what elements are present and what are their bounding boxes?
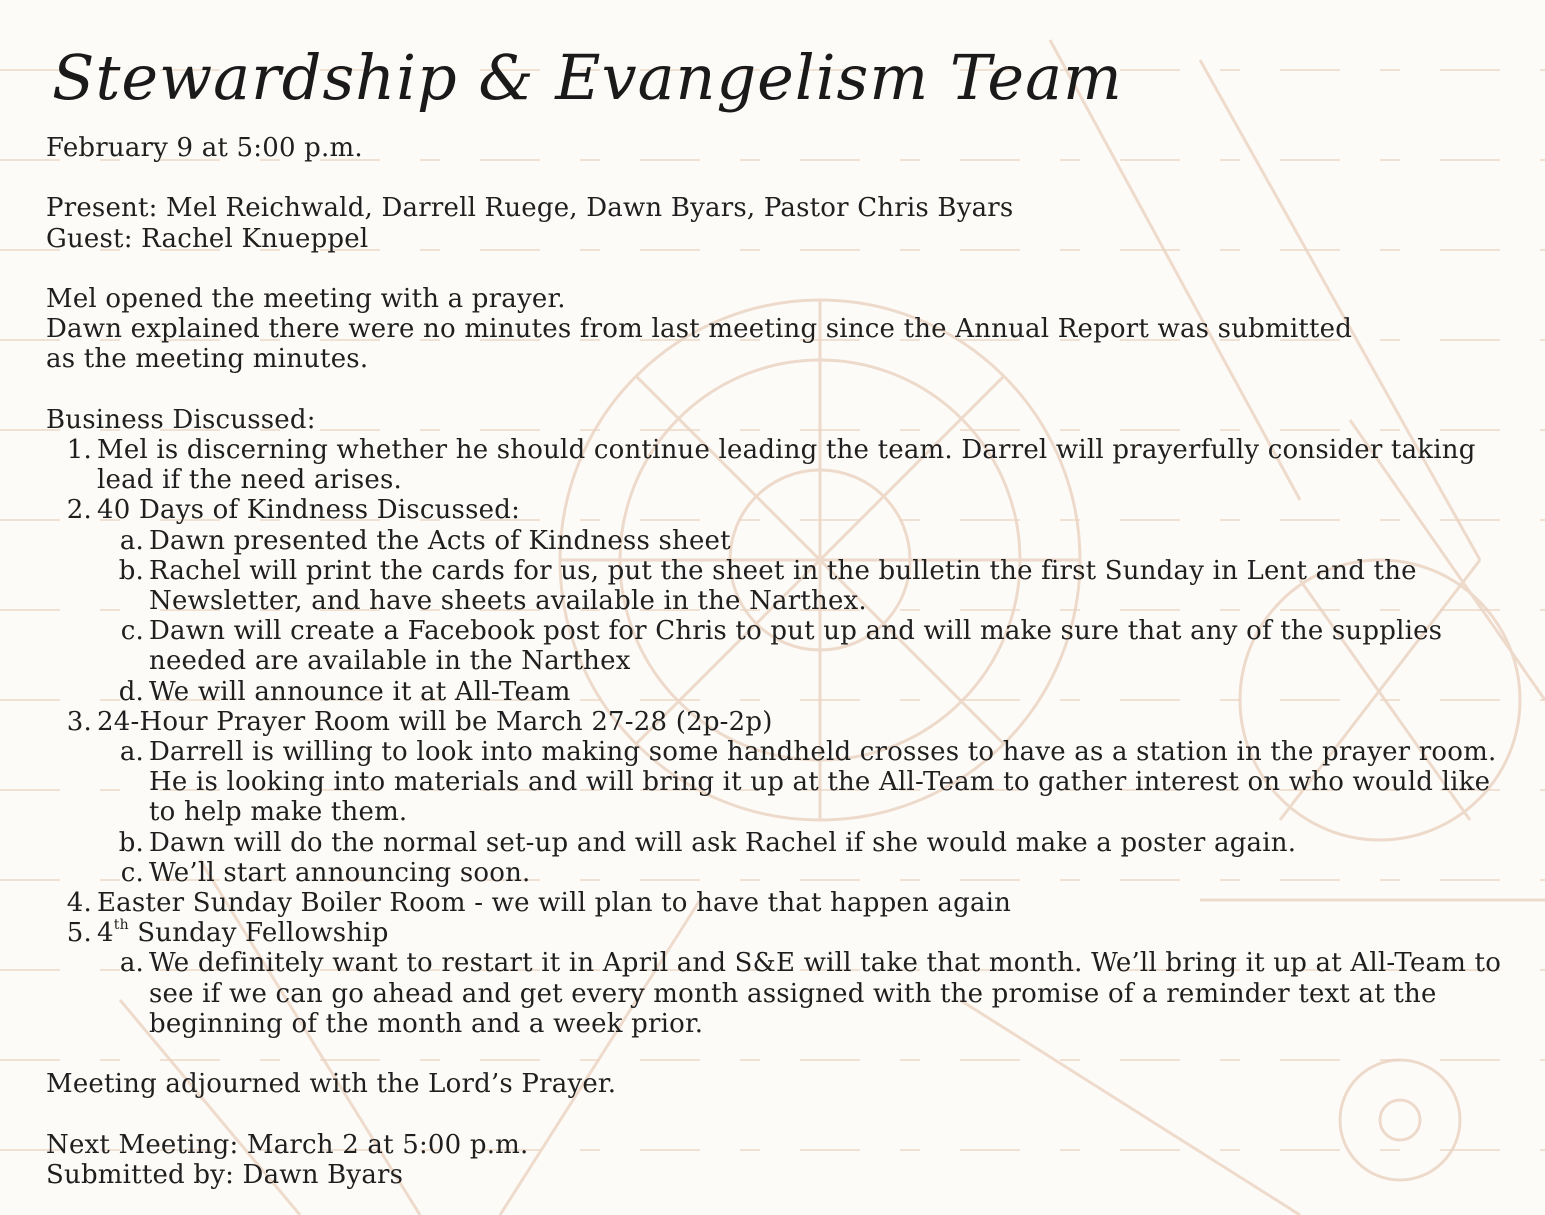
opening-line: Mel opened the meeting with a prayer. bbox=[46, 283, 566, 314]
meeting-datetime: February 9 at 5:00 p.m. bbox=[46, 133, 363, 163]
page-title: Stewardship & Evangelism Team bbox=[52, 41, 1123, 114]
spacer bbox=[46, 1039, 1516, 1069]
spacer bbox=[46, 254, 1516, 284]
sub-list-item bbox=[46, 828, 1516, 858]
list-item bbox=[46, 435, 1516, 495]
business-list bbox=[46, 435, 1516, 1039]
ordinal-number: 4 bbox=[97, 918, 114, 949]
list-item-text: We’ll start announcing soon. bbox=[149, 857, 531, 888]
sub-list-item bbox=[46, 948, 1516, 1039]
business-heading: Business Discussed: bbox=[46, 404, 316, 435]
spacer bbox=[46, 375, 1516, 405]
sub-list-item bbox=[46, 858, 1516, 888]
list-item-text: Dawn will create a Facebook post for Chris to put up and will make sure that any of the supplies needed are available in the Narthex bbox=[149, 616, 1443, 677]
list-item bbox=[46, 707, 1516, 737]
list-item-text: Mel is discerning whether he should continue leading the team. Darrel will prayerfully consider taking lead if the need arises. bbox=[97, 434, 1476, 496]
opening-line: Dawn explained there were no minutes from last meeting since the Annual Report was submitted bbox=[46, 314, 1353, 345]
list-item-text: We definitely want to restart it in April and S&E will take that month. We’ll bring it up at All-Team to see if we can go ahead and get every month assigned with the promise of a reminder text at the beginning of the month and a week prior. bbox=[149, 948, 1502, 1039]
list-item-text: Darrell is willing to look into making some handheld crosses to have as a station in the prayer room. He is looking into materials and will bring it up at the All-Team to gather interest on who would like to help make them. bbox=[149, 737, 1497, 828]
list-item-text-rest: Sunday Fellowship bbox=[128, 918, 389, 949]
list-item-text bbox=[97, 918, 389, 948]
spacer bbox=[46, 163, 1516, 193]
minutes-body bbox=[46, 133, 1516, 1190]
closing-line: Meeting adjourned with the Lord’s Prayer. bbox=[46, 1069, 617, 1100]
list-marker: b. bbox=[118, 555, 144, 586]
list-item-text: We will announce it at All-Team bbox=[149, 676, 571, 707]
list-item-text: 40 Days of Kindness Discussed: bbox=[97, 495, 521, 526]
sub-list-item bbox=[46, 556, 1516, 616]
list-item-text: Dawn will do the normal set-up and will ask Rachel if she would make a poster again. bbox=[149, 827, 1297, 858]
next-meeting: Next Meeting: March 2 at 5:00 p.m. bbox=[46, 1129, 529, 1160]
list-marker: c. bbox=[120, 616, 144, 647]
sub-list-item bbox=[46, 616, 1516, 676]
list-item-text: Rachel will print the cards for us, put the sheet in the bulletin the first Sunday in Lent and the Newsletter, and have sheets available in the Narthex. bbox=[149, 555, 1417, 616]
submitted-by: Submitted by: Dawn Byars bbox=[46, 1159, 404, 1190]
list-marker: 5. bbox=[66, 918, 92, 949]
list-marker: 1. bbox=[66, 434, 92, 465]
list-item-text: Easter Sunday Boiler Room - we will plan to have that happen again bbox=[97, 888, 1012, 919]
list-marker: c. bbox=[120, 857, 144, 888]
list-marker: 2. bbox=[66, 495, 92, 526]
sub-list-item bbox=[46, 677, 1516, 707]
attendees-present: Present: Mel Reichwald, Darrell Ruege, Dawn Byars, Pastor Chris Byars bbox=[46, 193, 1014, 224]
list-item-text: Dawn presented the Acts of Kindness sheet bbox=[149, 525, 731, 556]
list-marker: a. bbox=[119, 948, 144, 979]
list-marker: 3. bbox=[66, 706, 92, 737]
opening-line: as the meeting minutes. bbox=[46, 344, 369, 375]
sub-list-item bbox=[46, 526, 1516, 556]
list-item-text: 24-Hour Prayer Room will be March 27-28 (2p-2p) bbox=[97, 706, 773, 737]
list-item bbox=[46, 495, 1516, 525]
list-item bbox=[46, 918, 1516, 948]
ordinal-suffix: th bbox=[113, 917, 129, 934]
sub-list-item bbox=[46, 737, 1516, 828]
list-marker: 4. bbox=[66, 888, 92, 919]
list-marker: d. bbox=[118, 676, 144, 707]
list-marker: b. bbox=[118, 827, 144, 858]
spacer bbox=[46, 1099, 1516, 1129]
list-marker: a. bbox=[119, 737, 144, 768]
list-item bbox=[46, 888, 1516, 918]
attendees-guest: Guest: Rachel Knueppel bbox=[46, 223, 369, 254]
list-marker: a. bbox=[119, 525, 144, 556]
